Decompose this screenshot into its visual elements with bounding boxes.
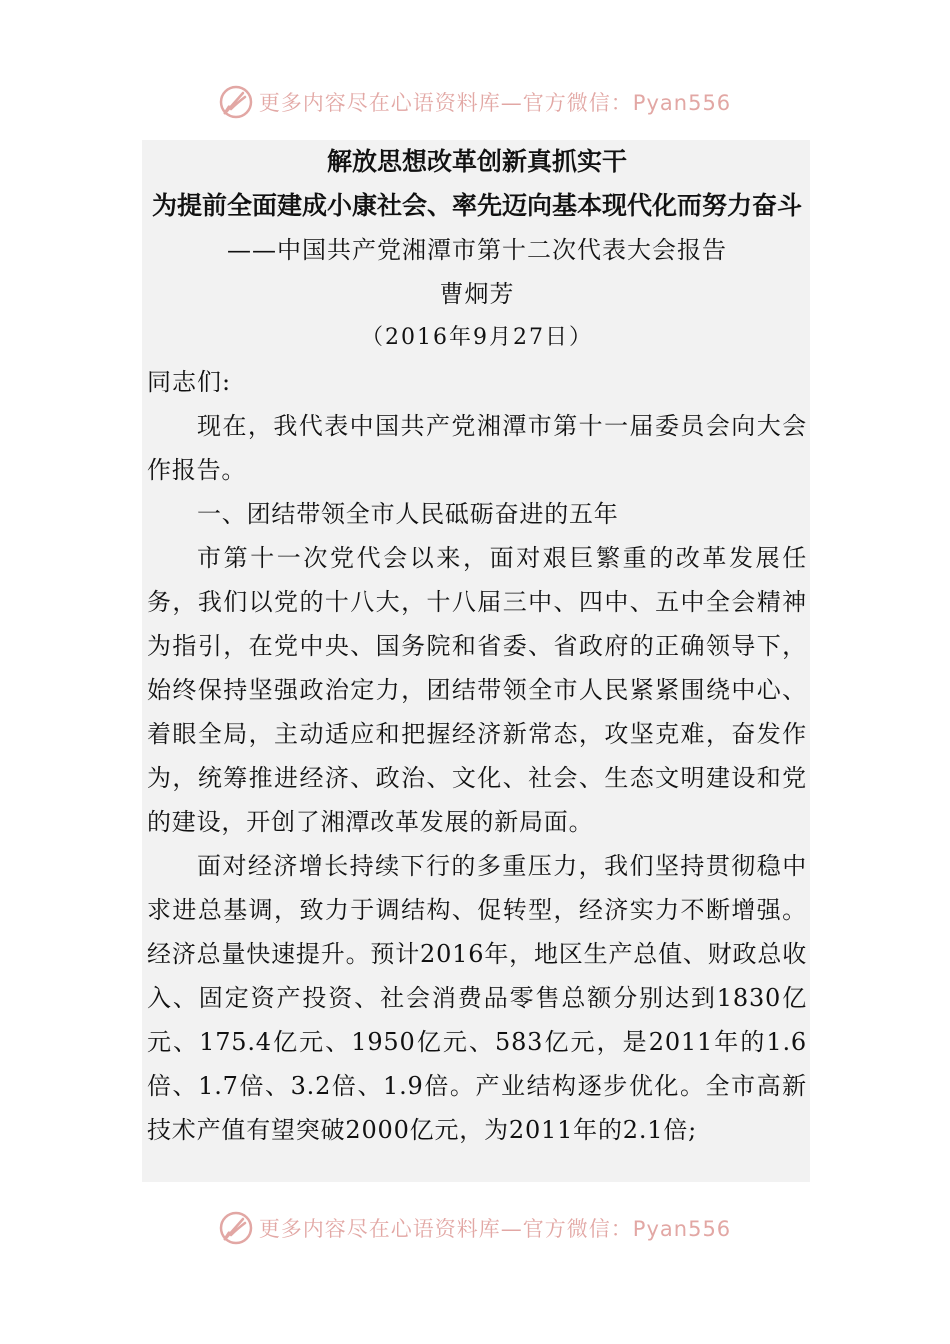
author: 曹炯芳 [439,280,515,308]
greeting: 同志们: [147,368,232,396]
paragraph: 市第十一次党代会以来，面对艰巨繁重的改革发展任务，我们以党的十八大，十八届三中、四中、五中全会精神为指引，在党中央、国务院和省委、省政府的正确领导下，始终保持坚强政治定力，团结带领全市人民紧紧围绕中心、着眼全局，主动适应和把握经济新常态，攻坚克难，奋发作为，统筹推进经济、政治、文化、社会、生态文明建设和党的建设，开创了湘潭改革发展的新局面。 [147,544,807,836]
paragraph: 面对经济增长持续下行的多重压力，我们坚持贯彻稳中求进总基调，致力于调结构、促转型，经济实力不断增强。经济总量快速提升。预计2016年，地区生产总值、财政总收入、固定资产投资、社会消费品零售总额分别达到1830亿元、175.4亿元、1950亿元、583亿元，是2011年的1.6倍、1.7倍、3.2倍、1.9倍。产业结构逐步优化。全市高新技术产值有望突破2000亿元，为2011年的2.1倍; [147,852,807,1144]
title-line-2: 为提前全面建成小康社会、率先迈向基本现代化而努力奋斗 [151,191,802,220]
header-banner [0,82,950,122]
report-date: （2016年9月27日） [361,325,593,350]
banner-text: 更多内容尽在心语资料库—官方微信：Pyan556 [258,91,732,115]
paragraph: 现在，我代表中国共产党湘潭市第十一届委员会向大会作报告。 [147,412,807,484]
quill-logo-icon [219,1211,253,1245]
subtitle: ——中国共产党湘潭市第十二次代表大会报告 [227,236,727,264]
quill-logo-icon [219,85,253,119]
section-heading: 一、团结带领全市人民砥砺奋进的五年 [197,500,619,528]
footer-banner [0,1208,950,1248]
document-body [147,140,807,1152]
banner-text: 更多内容尽在心语资料库—官方微信：Pyan556 [258,1217,732,1241]
title-line-1: 解放思想改革创新真抓实干 [326,147,627,176]
